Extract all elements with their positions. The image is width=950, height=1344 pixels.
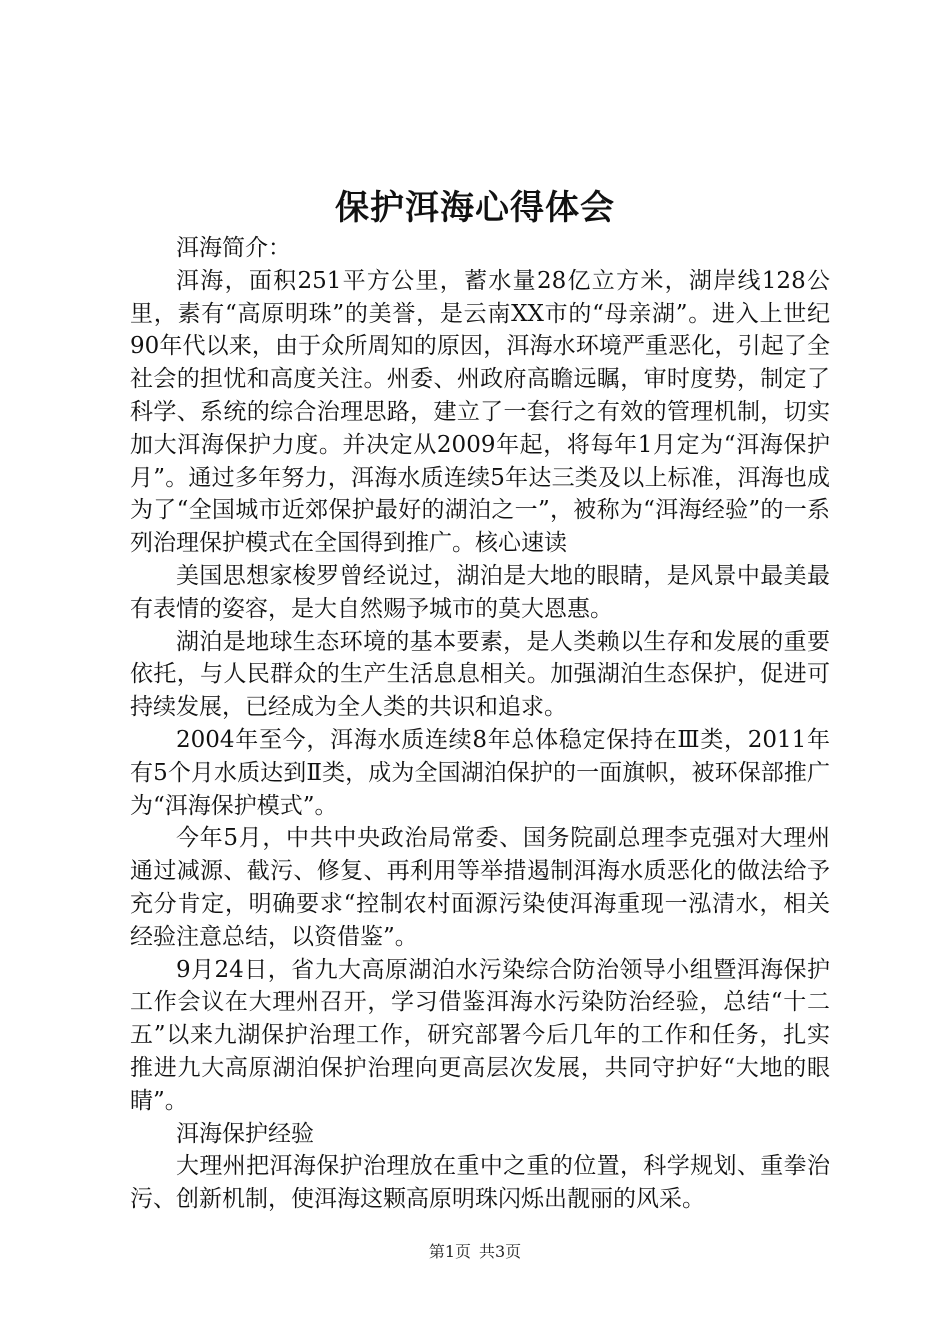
paragraph: 今年5月，中共中央政治局常委、国务院副总理李克强对大理州通过减源、截污、修复、再利用等举措遏制洱海水质恶化的做法给予充分肯定，明确要求“控制农村面源污染使洱海重现一泓清水，相关经验注意总结，以资借鉴”。 xyxy=(130,825,830,950)
paragraph: 洱海，面积251平方公里，蓄水量28亿立方米，湖岸线128公里，素有“高原明珠”的美誉，是云南XX市的“母亲湖”。进入上世纪90年代以来，由于众所周知的原因，洱海水环境严重恶化，引起了全社会的担忧和高度关注。州委、州政府高瞻远瞩，审时度势，制定了科学、系统的综合治理思路，建立了一套行之有效的管理机制，切实加大洱海保护力度。并决定从2009年起，将每年1月定为“洱海保护月”。通过多年努力，洱海水质连续5年达三类及以上标准，洱海也成为了“全国城市近郊保护最好的湖泊之一”，被称为“洱海经验”的一系列治理保护模式在全国得到推广。核心速读 xyxy=(130,267,830,557)
page-total: 共3页 xyxy=(479,1242,522,1261)
paragraph: 9月24日，省九大高原湖泊水污染综合防治领导小组暨洱海保护工作会议在大理州召开，学习借鉴洱海水污染防治经验，总结“十二五”以来九湖保护治理工作，研究部署今后几年的工作和任务，扎实推进九大高原湖泊保护治理向更高层次发展，共同守护好“大地的眼睛”。 xyxy=(130,956,830,1114)
document-body xyxy=(130,232,830,1216)
paragraph: 湖泊是地球生态环境的基本要素，是人类赖以生存和发展的重要依托，与人民群众的生产生活息息相关。加强湖泊生态保护，促进可持续发展，已经成为全人类的共识和追求。 xyxy=(130,628,830,721)
section-heading-experience: 洱海保护经验 xyxy=(176,1120,314,1147)
paragraph: 美国思想家梭罗曾经说过，湖泊是大地的眼睛，是风景中最美最有表情的姿容，是大自然赐予城市的莫大恩惠。 xyxy=(130,562,830,622)
section-heading-intro: 洱海简介： xyxy=(176,235,291,261)
paragraph: 大理州把洱海保护治理放在重中之重的位置，科学规划、重拳治污、创新机制，使洱海这颗高原明珠闪烁出靓丽的风采。 xyxy=(130,1153,830,1213)
paragraph: 2004年至今，洱海水质连续8年总体稳定保持在Ⅲ类，2011年有5个月水质达到Ⅱ类，成为全国湖泊保护的一面旗帜，被环保部推广为“洱海保护模式”。 xyxy=(130,726,830,819)
page-number: 第1页 xyxy=(428,1242,471,1261)
document-title: 保护洱海心得体会 xyxy=(335,188,615,228)
page-footer xyxy=(0,1240,950,1264)
